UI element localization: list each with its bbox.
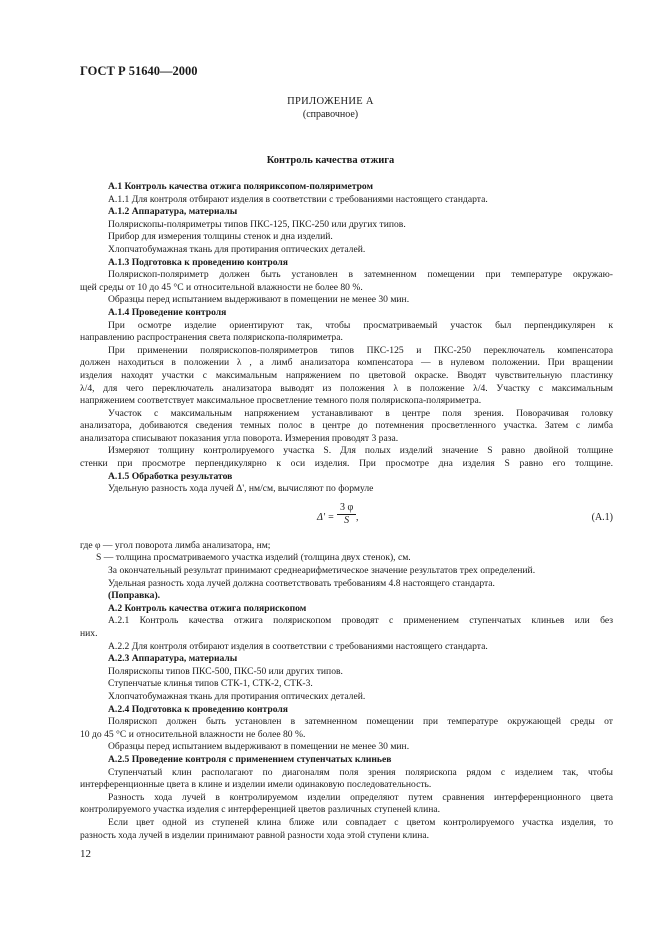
text-line: Прибор для измерения толщины стенок и дна изделий. [108,231,333,243]
text-line: Полярископ должен быть установлен в затемненном помещении при температуре окружающей среды от [108,716,613,728]
section-heading: (Поправка). [108,590,161,602]
section-heading: А.2.4 Подготовка к проведению контроля [108,703,288,715]
section-heading: А.1.2 Аппаратура, материалы [108,206,238,218]
text-line: должен находиться в положении λ , а лимб анализатора компенсатора — в нулевом положении. При вращении [80,357,613,369]
text-line: разность хода лучей в изделии принимают равной разности хода этой ступени клина. [80,829,430,841]
text-line: λ/4, для чего переключатель анализатора выводят из положения λ в положение λ/4. Участку с максимальным [80,382,613,394]
section-heading: А.1.3 Подготовка к проведению контроля [108,256,288,268]
text-line: При осмотре изделие ориентируют так, чтобы просматриваемый участок был перпендикулярен к [108,319,613,331]
text-line: Полярископ-поляриметр должен быть установлен в затемненном помещении при температуре окружаю- [108,269,613,281]
text-line: Полярископы типов ПКС-500, ПКС-50 или других типов. [108,665,343,677]
text-line: Хлопчатобумажная ткань для протирания оптических деталей. [108,243,366,255]
section-heading: А.2.5 Проведение контроля с применением ступенчатых клиньев [108,753,392,765]
text-line: Удельную разность хода лучей Δ', нм/см, вычисляют по формуле [108,483,374,495]
text-line: направлению распространения света полярископа-поляриметра. [80,332,343,344]
text-line: А.1.1 Для контроля отбирают изделия в соответствии с требованиями настоящего стандарта. [108,193,488,205]
text-block-after-formula [80,540,613,842]
text-line: напряжением соответствует максимальное просветление темного поля полярископа-поляриметра. [80,395,482,407]
page-number: 12 [80,848,91,860]
annex-title: ПРИЛОЖЕНИЕ А [287,96,374,107]
formula-numerator: 3 φ [337,502,356,516]
text-line: Удельная разность хода лучей должна соответствовать требованиям 4.8 настоящего стандарта. [108,577,495,589]
text-line: Ступенчатые клинья типов СТК-1, СТК-2, СТК-3. [108,678,313,690]
text-line: А.2.2 Для контроля отбирают изделия в соответствии с требованиями настоящего стандарта. [108,640,488,652]
text-line: контролируемого участка изделия с интерференцией цветов различных ступеней клина. [80,804,441,816]
document-body [80,181,613,842]
text-line: Ступенчатый клин располагают по диагоналям поля зрения полярископа рядом с изделием так, чтобы [108,766,613,778]
text-line: Образцы перед испытанием выдерживают в помещении не менее 30 мин. [108,741,410,753]
section-heading: А.1.4 Проведение контроля [108,306,227,318]
text-line: стенки при просмотре перпендикулярно к оси изделия. При просмотре дна изделия S равно его толщине. [80,458,613,470]
formula-comma: , [356,511,359,523]
section-heading: А.2.3 Аппаратура, материалы [108,653,238,665]
formula-a1 [80,502,613,540]
annex-subtitle: (справочное) [302,109,359,120]
formula-fraction [337,502,356,528]
text-line: анализатора списывают показания угла поворота. Измерения проводят 3 раза. [80,432,399,444]
text-line: анализатора, добиваются сведения темных полос в центре до потемнения просветленного участка. Затем с лимба [80,420,613,432]
text-line: А.2.1 Контроль качества отжига полярископом проводят с применением ступенчатых клиньев или без [108,615,613,627]
text-line: Измеряют толщину контролируемого участка S. Для полых изделий значение S равно двойной толщине [108,445,613,457]
text-line: Если цвет одной из ступеней клина ближе или совпадает с цветом контролируемого участка изделия, то [108,816,613,828]
text-line: При применении полярископов-поляриметров типов ПКС-125 и ПКС-250 переключатель компенсатора [108,344,613,356]
text-line: Образцы перед испытанием выдерживают в помещении не менее 30 мин. [108,294,410,306]
text-line: щей среды от 10 до 45 °С и относительной влажности не более 80 %. [80,281,363,293]
text-line: 10 до 45 °С и относительной влажности не более 80 %. [80,728,306,740]
section-heading: А.2 Контроль качества отжига полярископом [108,602,307,614]
text-line: Полярископы-поляриметры типов ПКС-125, ПКС-250 или других типов. [108,218,406,230]
text-line: интерференционные цвета в клине и изделии имели одинаковую последовательность. [80,779,432,791]
text-line: S — толщина просматриваемого участка изделий (толщина двух стенок), см. [96,552,411,564]
text-line: них. [80,628,98,639]
text-line: где φ — угол поворота лимба анализатора, нм; [80,539,271,551]
text-line: изделия находят участки с максимальным напряжением по цветовой окраске. Вводят чувствительную пластинку [80,369,613,381]
text-line: Разность хода лучей в контролируемом изделии определяют путем сравнения интерференционного цвета [108,791,613,803]
text-block-before-formula [80,181,613,496]
text-line: Участок с максимальным напряжением устанавливают в центре поля зрения. Поворачивая головку [108,407,613,419]
section-title: Контроль качества отжига [266,155,395,166]
text-line: За окончательный результат принимают среднеарифметическое значение результатов трех определений. [108,565,536,577]
section-heading: А.1 Контроль качества отжига поляриксопом-поляриметром [108,181,374,192]
formula-lhs: Δ' = [317,511,335,523]
formula-denominator: S [344,515,350,527]
document-code-header: ГОСТ Р 51640—2000 [80,64,198,78]
text-line: Хлопчатобумажная ткань для протирания оптических деталей. [108,690,366,702]
formula-number: (А.1) [591,511,613,523]
section-heading: А.1.5 Обработка результатов [108,470,233,482]
